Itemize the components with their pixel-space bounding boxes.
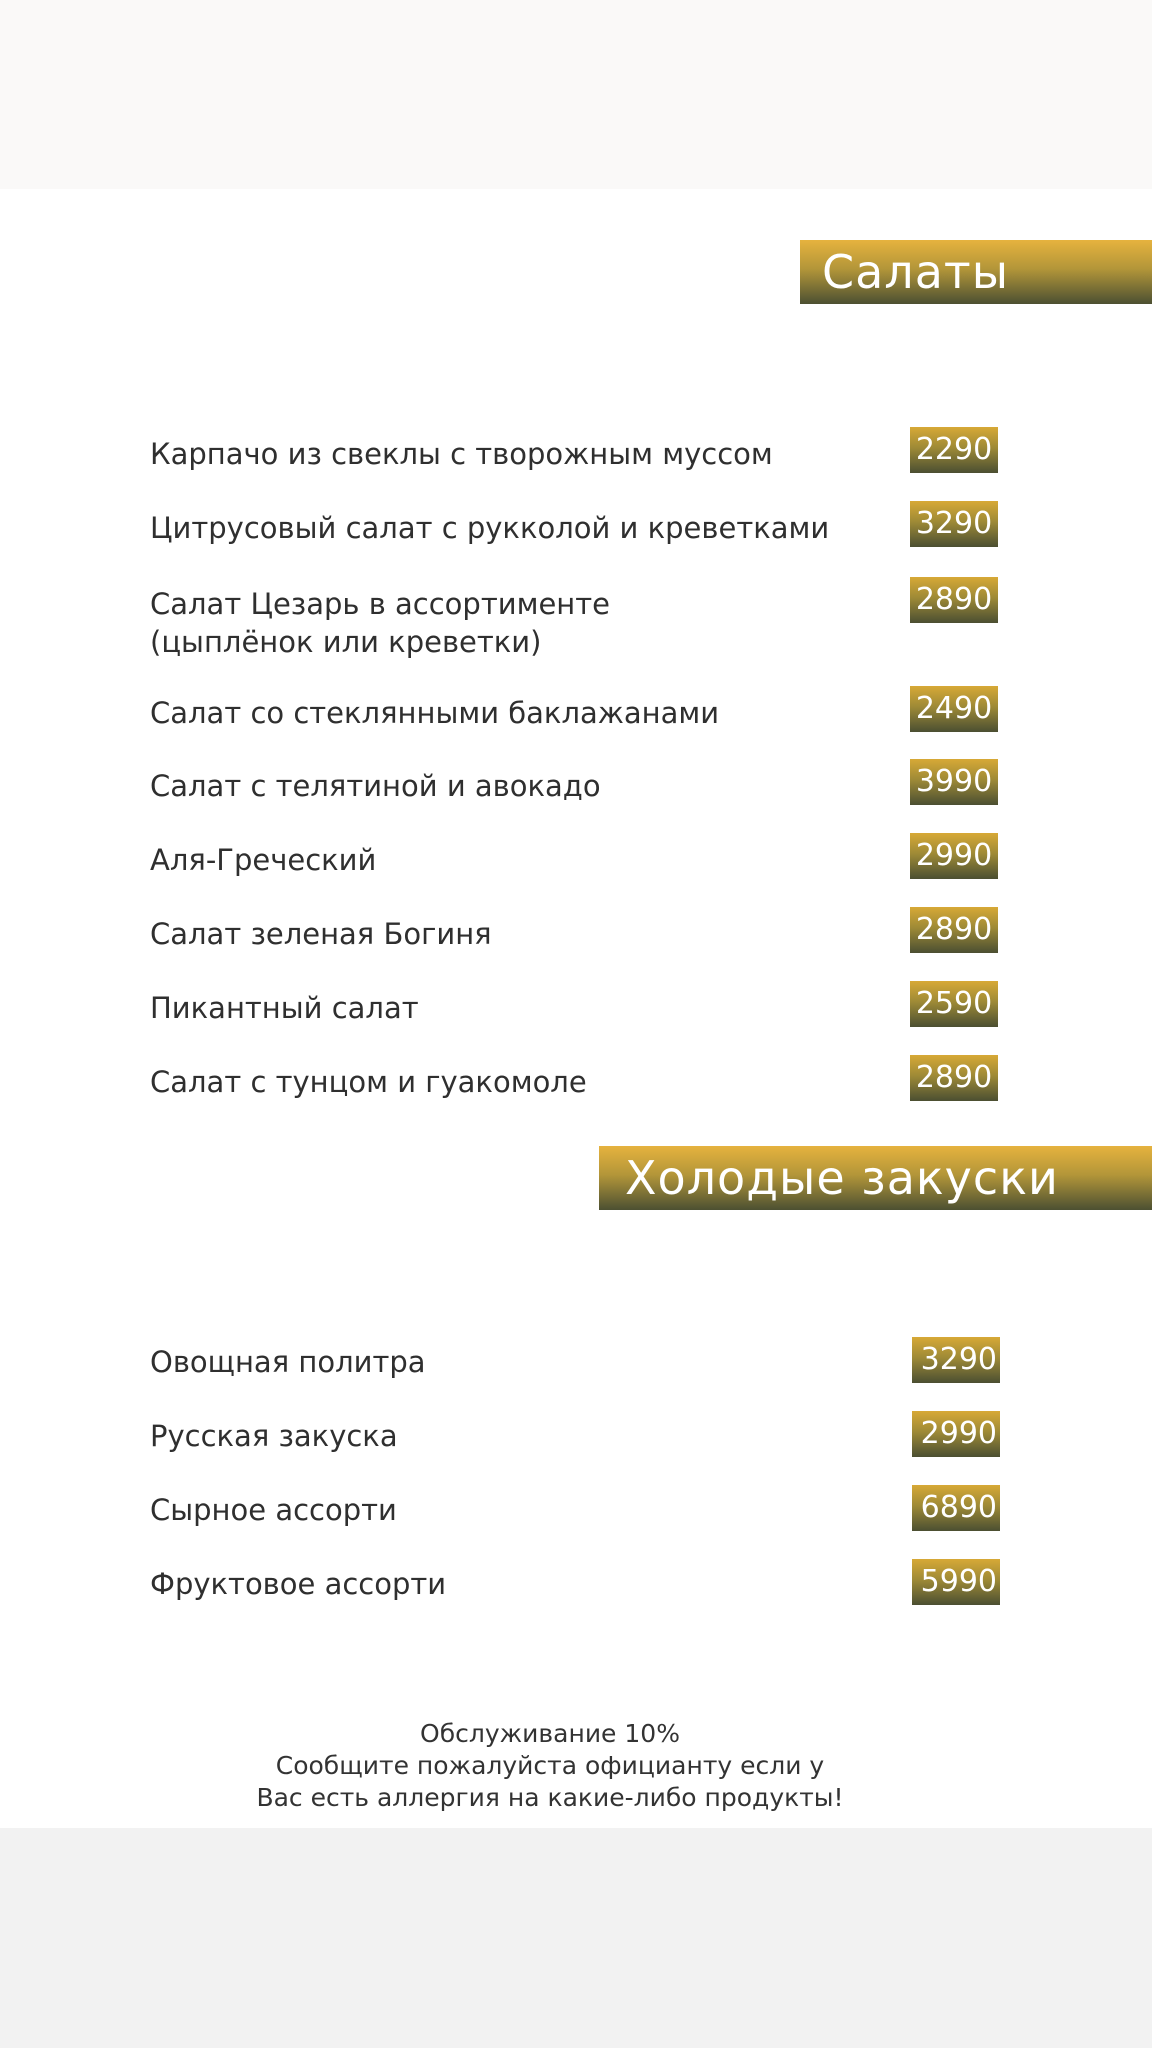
item-name: Фруктовое ассорти	[150, 1567, 447, 1601]
price-badge: 3290	[910, 501, 998, 547]
section-title-cold-appetizers: Холодые закуски	[625, 1151, 1059, 1205]
top-margin	[0, 0, 1152, 189]
section-title-salads: Салаты	[822, 245, 1010, 299]
item-name: Салат с телятиной и авокадо	[150, 769, 601, 803]
footer-note	[0, 1718, 1100, 1814]
price-badge: 2990	[910, 833, 998, 879]
service-charge-text: Обслуживание 10%	[420, 1719, 680, 1748]
item-name: Карпачо из свеклы с творожным муссом	[150, 437, 773, 471]
price-badge: 2290	[910, 427, 998, 473]
item-name: Овощная политра	[150, 1345, 426, 1379]
item-name: Салат Цезарь в ассортименте (цыплёнок или креветки)	[150, 587, 610, 659]
price-badge: 6890	[912, 1485, 1000, 1531]
price-badge: 2890	[910, 577, 998, 623]
menu-page	[0, 189, 1152, 1828]
item-name: Салат со стеклянными баклажанами	[150, 696, 720, 730]
price-badge: 3290	[912, 1337, 1000, 1383]
item-name: Цитрусовый салат с рукколой и креветками	[150, 511, 830, 545]
item-name: Русская закуска	[150, 1419, 398, 1453]
section-header-salads	[800, 240, 1152, 304]
price-badge: 5990	[912, 1559, 1000, 1605]
section-header-cold-appetizers	[599, 1146, 1152, 1210]
price-badge: 2890	[910, 907, 998, 953]
item-name: Пикантный салат	[150, 991, 419, 1025]
price-badge: 2590	[910, 981, 998, 1027]
item-name: Салат с тунцом и гуакомоле	[150, 1065, 587, 1099]
item-name: Аля-Греческий	[150, 843, 377, 877]
price-badge: 2490	[910, 686, 998, 732]
item-name: Сырное ассорти	[150, 1493, 397, 1527]
price-badge: 3990	[910, 759, 998, 805]
allergy-notice-line-1: Сообщите пожалуйста официанту если у	[275, 1751, 825, 1780]
price-badge: 2890	[910, 1055, 998, 1101]
price-badge: 2990	[912, 1411, 1000, 1457]
item-name: Салат зеленая Богиня	[150, 917, 492, 951]
bottom-margin	[0, 1828, 1152, 2048]
allergy-notice-line-2: Вас есть аллергия на какие-либо продукты!	[256, 1783, 844, 1812]
